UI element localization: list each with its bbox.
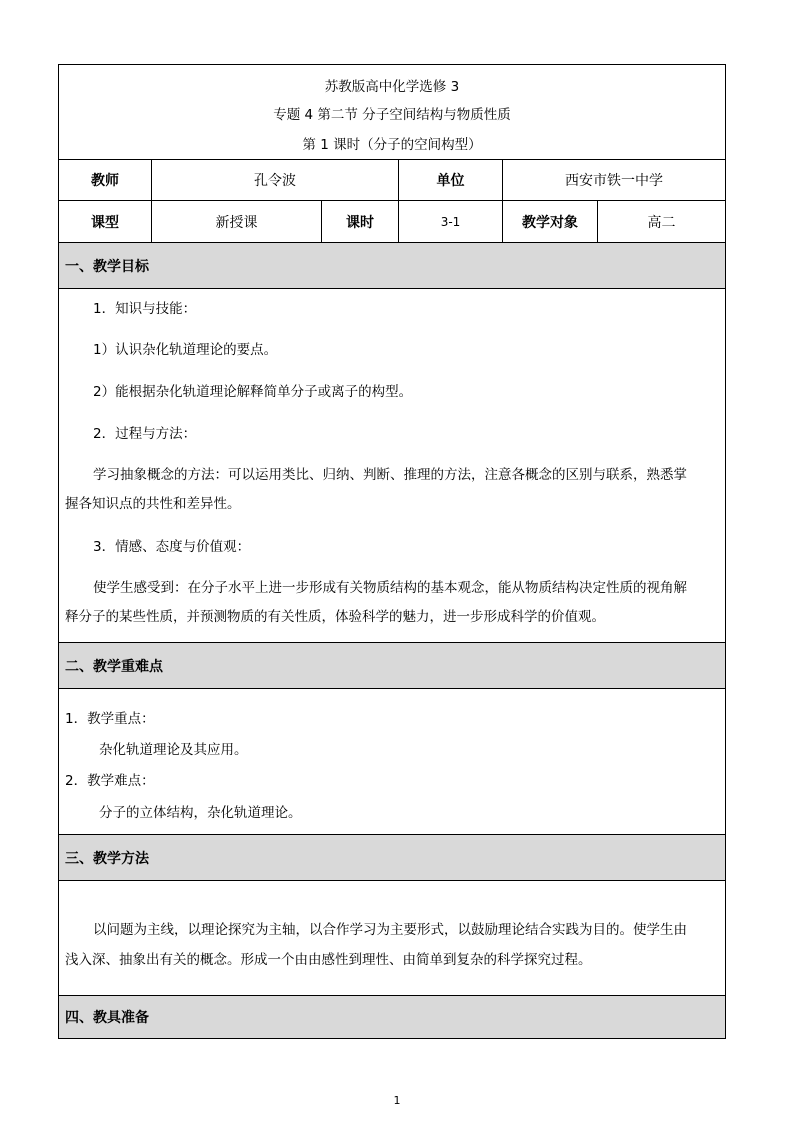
objective-line: 1．知识与技能：	[93, 301, 197, 317]
section-methods-title: 三、教学方法	[65, 850, 149, 867]
page-number: 1	[393, 1094, 401, 1107]
section-objectives-header	[59, 243, 725, 289]
section-objectives-title: 一、教学目标	[65, 258, 149, 275]
section-materials-title: 四、教具准备	[65, 1010, 149, 1026]
section-title: 专题 4 第二节 分子空间结构与物质性质	[273, 107, 511, 123]
target-label: 教学对象	[503, 201, 598, 242]
keypoint-line: 1．教学重点：	[65, 711, 155, 727]
unit-value: 西安市铁一中学	[565, 172, 663, 189]
section-methods-header	[59, 835, 725, 881]
objective-line: 学习抽象概念的方法：可以运用类比、归纳、判断、推理的方法，注意各概念的区别与联系，熟悉掌	[93, 467, 687, 483]
objective-line: 3．情感、态度与价值观：	[93, 539, 251, 555]
objective-line: 2）能根据杂化轨道理论解释简单分子或离子的构型。	[93, 384, 413, 400]
objective-line: 1）认识杂化轨道理论的要点。	[93, 342, 278, 358]
period-label: 课时	[322, 201, 399, 242]
keypoint-line: 分子的立体结构，杂化轨道理论。	[99, 805, 302, 821]
keypoint-line: 杂化轨道理论及其应用。	[99, 742, 248, 758]
course-title: 苏教版高中化学选修 3	[324, 79, 460, 95]
objective-line: 使学生感受到：在分子水平上进一步形成有关物质结构的基本观念，能从物质结构决定性质的视角解	[93, 580, 687, 596]
objective-line: 握各知识点的共性和差异性。	[65, 496, 241, 512]
method-line: 以问题为主线，以理论探究为主轴，以合作学习为主要形式，以鼓励理论结合实践为目的。使学生由	[93, 922, 687, 938]
method-line: 浅入深、抽象出有关的概念。形成一个由由感性到理性、由简单到复杂的科学探究过程。	[65, 952, 592, 968]
section-objectives-body	[59, 289, 725, 643]
objective-line: 2．过程与方法：	[93, 426, 197, 442]
objective-line: 释分子的某些性质，并预测物质的有关性质，体验科学的魅力，进一步形成科学的价值观。	[65, 609, 605, 625]
lesson-title: 第 1 课时（分子的空间构型）	[302, 137, 482, 153]
teacher-label: 教师	[59, 159, 152, 200]
section-keypoints-body	[59, 689, 725, 835]
period-value: 3-1	[399, 201, 503, 242]
course-type-row	[59, 201, 725, 243]
target-value: 高二	[647, 214, 676, 231]
unit-label: 单位	[399, 159, 503, 200]
section-materials-header	[59, 996, 725, 1038]
section-keypoints-header	[59, 643, 725, 689]
type-label: 课型	[59, 201, 152, 242]
lesson-plan-table	[58, 64, 726, 1039]
keypoint-line: 2．教学难点：	[65, 773, 155, 789]
teacher-row	[59, 159, 725, 201]
section-keypoints-title: 二、教学重难点	[65, 658, 163, 675]
teacher-value: 孔令波	[152, 159, 399, 200]
type-value: 新授课	[152, 201, 322, 242]
section-methods-body	[59, 881, 725, 996]
header-block	[59, 65, 725, 160]
